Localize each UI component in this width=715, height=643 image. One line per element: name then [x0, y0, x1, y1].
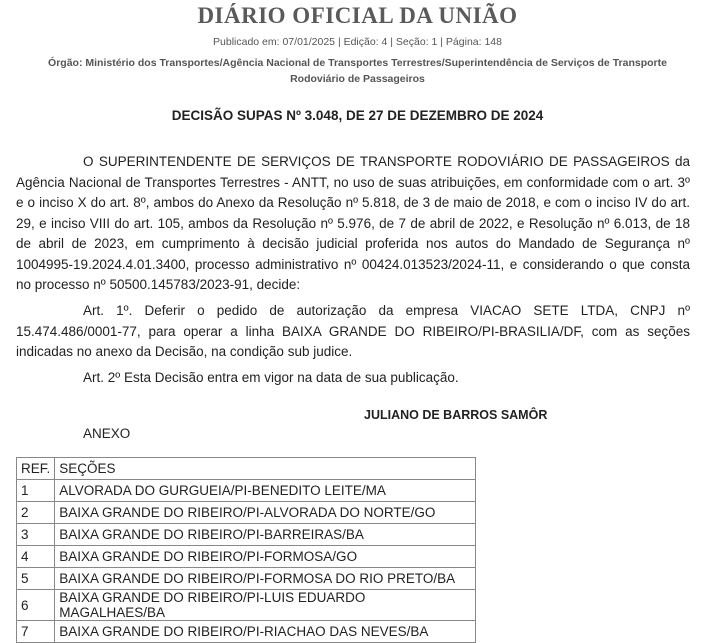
table-row: [17, 502, 476, 524]
row-section: BAIXA GRANDE DO RIBEIRO/PI-LUIS EDUARDO MAGALHAES/BA: [55, 590, 476, 621]
signature: JULIANO DE BARROS SAMÔR: [364, 408, 548, 422]
row-section: BAIXA GRANDE DO RIBEIRO/PI-FORMOSA DO RIO PRETO/BA: [55, 568, 476, 590]
row-ref: 3: [17, 524, 55, 546]
decision-preamble-paragraph: O SUPERINTENDENTE DE SERVIÇOS DE TRANSPORTE RODOVIÁRIO DE PASSAGEIROS da Agência Nacional de Transportes Terrestres - ANTT, no uso de suas atribuições, em conformidade com o art. 3º e o inciso X do art. 8º, ambos do Anexo da Resolução nº 5.818, de 3 de maio de 2018, e com o inciso IV do art. 29, e inciso VIII do art. 105, ambos da Resolução nº 5.976, de 7 de abril de 2022, e Resolução nº 6.013, de 18 de abril de 2023, em cumprimento à decisão judicial proferida nos autos do Mandado de Segurança nº 1004995-19.2024.4.01.3400, processo administrativo nº 00424.013523/2024-11, e considerando o que consta no processo nº 50500.145783/2023-91, decide:: [16, 154, 690, 292]
row-ref: 2: [17, 502, 55, 524]
row-ref: 4: [17, 546, 55, 568]
table-row: [17, 621, 476, 643]
table-header-row: [17, 458, 476, 480]
masthead-title: DIÁRIO OFICIAL DA UNIÃO: [197, 3, 518, 28]
header-secoes: SEÇÕES: [55, 458, 476, 480]
row-section: BAIXA GRANDE DO RIBEIRO/PI-ALVORADA DO NORTE/GO: [55, 502, 476, 524]
row-ref: 7: [17, 621, 55, 643]
article-1-paragraph: Art. 1º. Deferir o pedido de autorização da empresa VIACAO SETE LTDA, CNPJ nº 15.474.486/0001-77, para operar a linha BAIXA GRANDE DO RIBEIRO/PI-BRASILIA/DF, com as seções indicadas no anexo da Decisão, na condição sub judice.: [16, 303, 690, 359]
annex-label: ANEXO: [83, 426, 131, 441]
row-section: ALVORADA DO GURGUEIA/PI-BENEDITO LEITE/MA: [55, 480, 476, 502]
table-row: [17, 546, 476, 568]
header-ref: REF.: [17, 458, 55, 480]
organ-line: Órgão: Ministério dos Transportes/Agência Nacional de Transportes Terrestres/Superintendência de Serviços de Transporte Rodoviário de Passageiros: [48, 57, 667, 85]
row-ref: 1: [17, 480, 55, 502]
table-row: [17, 524, 476, 546]
sections-table: [16, 457, 476, 643]
row-section: BAIXA GRANDE DO RIBEIRO/PI-FORMOSA/GO: [55, 546, 476, 568]
row-ref: 6: [17, 590, 55, 621]
table-row: [17, 480, 476, 502]
row-section: BAIXA GRANDE DO RIBEIRO/PI-BARREIRAS/BA: [55, 524, 476, 546]
row-ref: 5: [17, 568, 55, 590]
table-row: [17, 568, 476, 590]
row-section: BAIXA GRANDE DO RIBEIRO/PI-RIACHAO DAS NEVES/BA: [55, 621, 476, 643]
decision-title: DECISÃO SUPAS Nº 3.048, DE 27 DE DEZEMBRO DE 2024: [171, 108, 544, 123]
publication-info: Publicado em: 07/01/2025 | Edição: 4 | Seção: 1 | Página: 148: [213, 36, 502, 48]
table-row: [17, 590, 476, 621]
article-2-paragraph: Art. 2º Esta Decisão entra em vigor na data de sua publicação.: [83, 370, 459, 385]
